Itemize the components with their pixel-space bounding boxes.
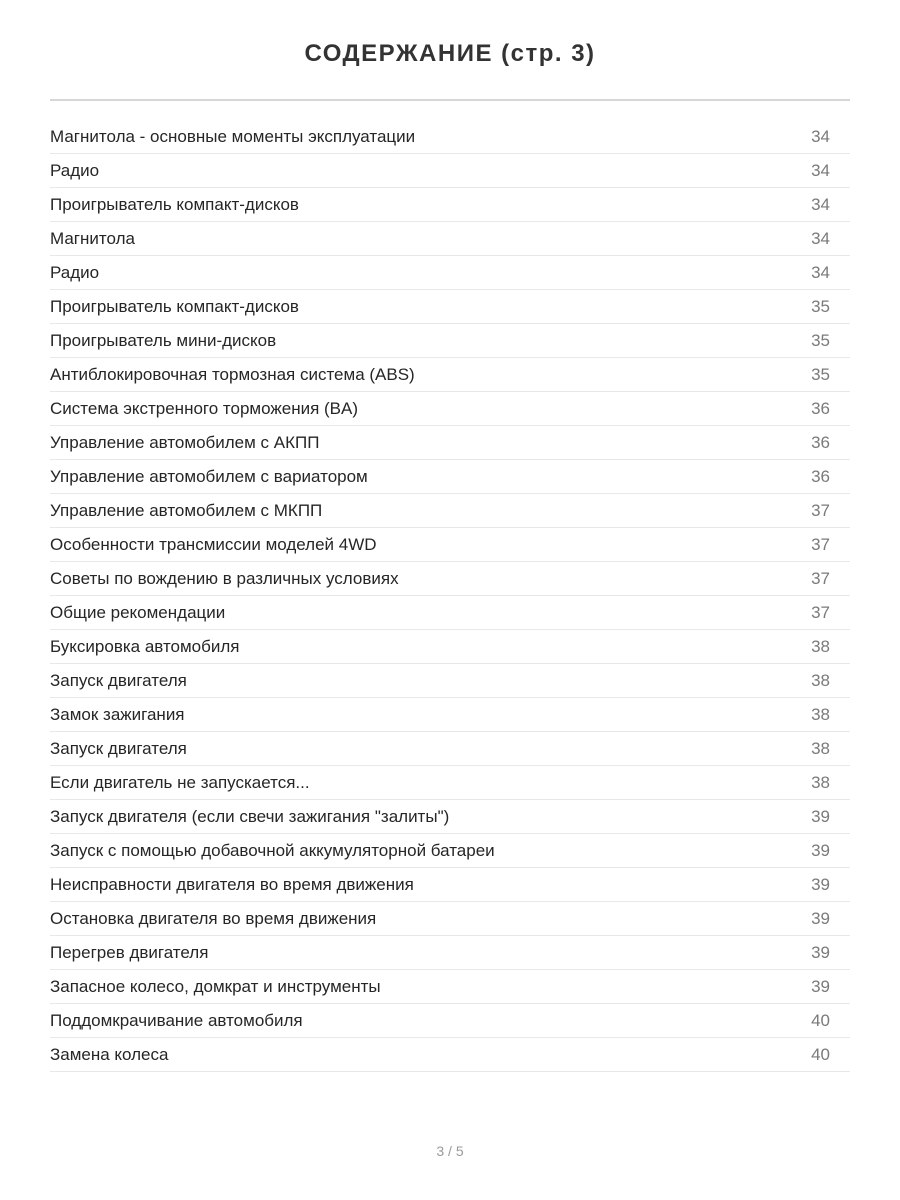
toc-entry[interactable]	[50, 426, 850, 460]
toc-entry-page-number: 34	[811, 262, 830, 282]
toc-entry-page-number: 36	[811, 432, 830, 452]
toc-entry-page-number: 39	[811, 874, 830, 894]
toc-entry[interactable]	[50, 1038, 850, 1072]
toc-entry-title: Замок зажигания	[50, 704, 185, 724]
toc-entry-title: Управление автомобилем с МКПП	[50, 500, 323, 520]
toc-entry-page-number: 35	[811, 296, 830, 316]
toc-entry[interactable]	[50, 868, 850, 902]
toc-entry[interactable]	[50, 188, 850, 222]
toc-entry-page-number: 39	[811, 976, 830, 996]
toc-entry[interactable]	[50, 970, 850, 1004]
toc-entry-page-number: 37	[811, 602, 830, 622]
toc-entry[interactable]	[50, 698, 850, 732]
toc-entry-title: Проигрыватель компакт-дисков	[50, 296, 299, 316]
toc-entry-title: Замена колеса	[50, 1044, 169, 1064]
toc-entry-title: Запуск с помощью добавочной аккумуляторной батареи	[50, 840, 495, 860]
toc-entry-title: Запуск двигателя	[50, 670, 187, 690]
toc-entry-title: Запасное колесо, домкрат и инструменты	[50, 976, 381, 996]
toc-entry[interactable]	[50, 766, 850, 800]
toc-entry-title: Проигрыватель мини-дисков	[50, 330, 277, 350]
toc-entry-title: Запуск двигателя	[50, 738, 187, 758]
toc-entry-title: Магнитола - основные моменты эксплуатации	[50, 126, 416, 146]
toc-entry-page-number: 38	[811, 772, 830, 792]
table-of-contents	[50, 120, 850, 1072]
toc-entry-title: Буксировка автомобиля	[50, 636, 240, 656]
toc-entry[interactable]	[50, 358, 850, 392]
toc-entry-page-number: 35	[811, 330, 830, 350]
title-divider	[50, 99, 850, 101]
toc-entry[interactable]	[50, 562, 850, 596]
toc-entry-title: Радио	[50, 262, 100, 282]
toc-entry[interactable]	[50, 256, 850, 290]
toc-entry-title: Система экстренного торможения (BA)	[50, 398, 359, 418]
toc-entry-title: Магнитола	[50, 228, 135, 248]
toc-entry-title: Советы по вождению в различных условиях	[50, 568, 399, 588]
toc-entry-page-number: 35	[811, 364, 830, 384]
toc-entry-page-number: 34	[811, 160, 830, 180]
toc-entry[interactable]	[50, 664, 850, 698]
toc-entry-page-number: 39	[811, 908, 830, 928]
toc-entry-title: Антиблокировочная тормозная система (ABS)	[50, 364, 415, 384]
toc-entry[interactable]	[50, 392, 850, 426]
toc-entry-page-number: 38	[811, 670, 830, 690]
toc-entry[interactable]	[50, 1004, 850, 1038]
toc-entry-title: Если двигатель не запускается...	[50, 772, 310, 792]
toc-entry-title: Остановка двигателя во время движения	[50, 908, 377, 928]
toc-entry-page-number: 38	[811, 704, 830, 724]
toc-entry[interactable]	[50, 596, 850, 630]
toc-entry-page-number: 38	[811, 738, 830, 758]
toc-entry[interactable]	[50, 154, 850, 188]
toc-entry[interactable]	[50, 630, 850, 664]
toc-entry-page-number: 39	[811, 840, 830, 860]
toc-entry[interactable]	[50, 732, 850, 766]
toc-entry[interactable]	[50, 936, 850, 970]
toc-entry-page-number: 37	[811, 568, 830, 588]
toc-entry[interactable]	[50, 120, 850, 154]
toc-entry-title: Перегрев двигателя	[50, 942, 209, 962]
toc-entry-page-number: 34	[811, 126, 830, 146]
toc-entry-page-number: 36	[811, 466, 830, 486]
toc-entry-title: Запуск двигателя (если свечи зажигания "залиты")	[50, 806, 450, 826]
toc-entry-title: Особенности трансмиссии моделей 4WD	[50, 534, 377, 554]
toc-entry-title: Неисправности двигателя во время движения	[50, 874, 414, 894]
toc-entry[interactable]	[50, 800, 850, 834]
toc-entry-page-number: 34	[811, 228, 830, 248]
toc-entry-page-number: 40	[811, 1044, 830, 1064]
toc-entry-page-number: 39	[811, 806, 830, 826]
toc-entry-page-number: 37	[811, 500, 830, 520]
toc-entry-page-number: 37	[811, 534, 830, 554]
toc-entry[interactable]	[50, 494, 850, 528]
toc-entry-page-number: 39	[811, 942, 830, 962]
page-title: СОДЕРЖАНИЕ (стр. 3)	[304, 40, 596, 67]
toc-entry-title: Управление автомобилем с АКПП	[50, 432, 320, 452]
toc-entry[interactable]	[50, 834, 850, 868]
toc-entry-title: Поддомкрачивание автомобиля	[50, 1010, 303, 1030]
toc-entry-page-number: 34	[811, 194, 830, 214]
toc-entry[interactable]	[50, 902, 850, 936]
page-indicator: 3 / 5	[436, 1143, 464, 1159]
toc-entry-page-number: 38	[811, 636, 830, 656]
toc-entry-page-number: 40	[811, 1010, 830, 1030]
toc-entry[interactable]	[50, 460, 850, 494]
toc-entry-title: Общие рекомендации	[50, 602, 226, 622]
toc-entry-title: Радио	[50, 160, 100, 180]
toc-entry[interactable]	[50, 528, 850, 562]
toc-entry[interactable]	[50, 324, 850, 358]
toc-entry[interactable]	[50, 290, 850, 324]
toc-entry-title: Проигрыватель компакт-дисков	[50, 194, 299, 214]
toc-entry[interactable]	[50, 222, 850, 256]
toc-entry-page-number: 36	[811, 398, 830, 418]
toc-entry-title: Управление автомобилем с вариатором	[50, 466, 368, 486]
